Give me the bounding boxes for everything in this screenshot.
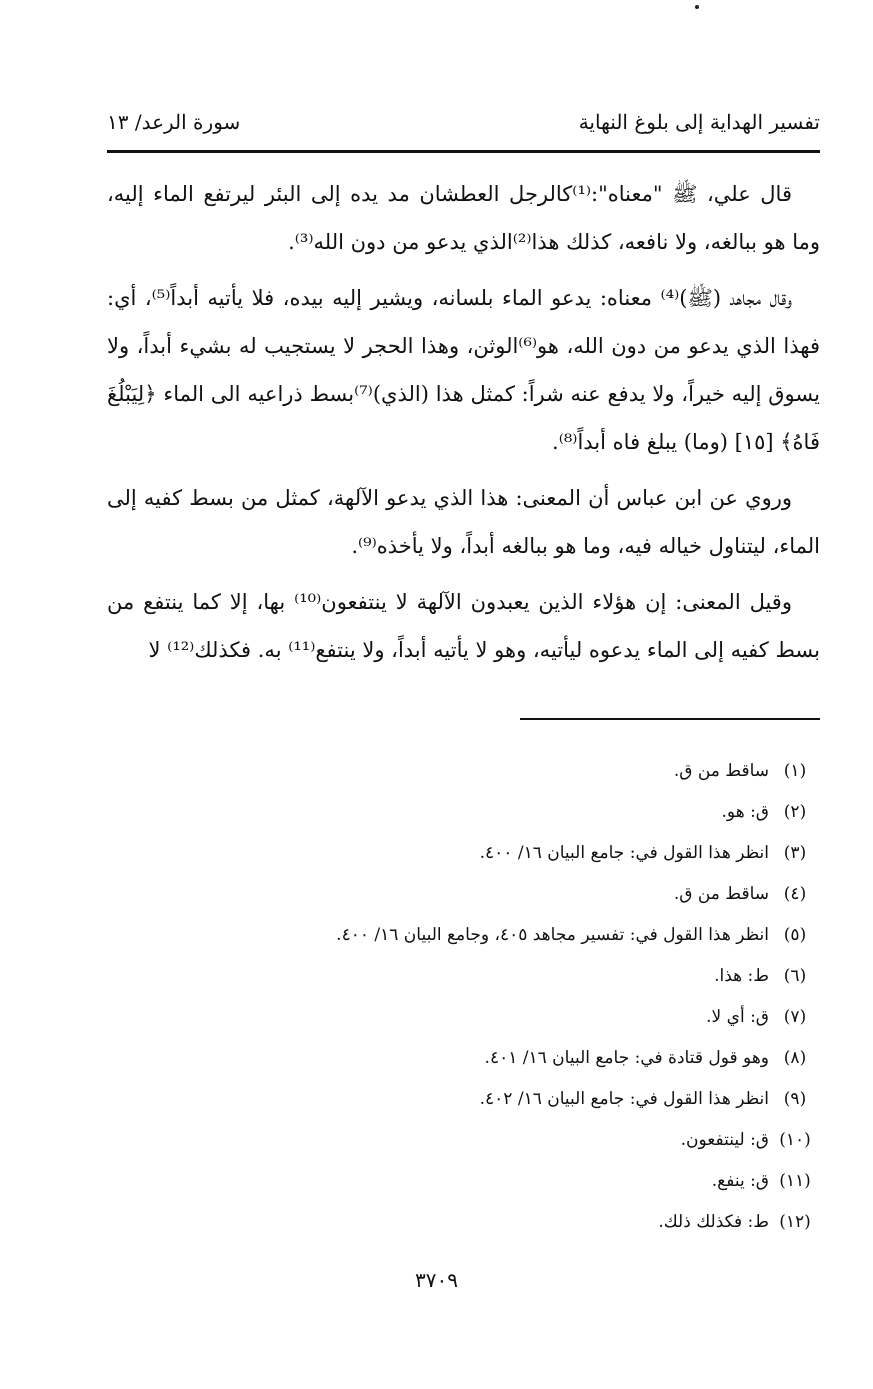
- footnote-number: (٦): [783, 966, 807, 986]
- running-header: [107, 110, 820, 148]
- footnote-5: [181, 920, 821, 961]
- footnote-text: انظر هذا القول في: جامع البيان ١٦/ ٤٠٢.: [479, 1089, 769, 1109]
- main-text: [107, 170, 820, 682]
- footnote-number: (٥): [783, 925, 807, 945]
- paragraph-3: وروي عن ابن عباس أن المعنى: هذا الذي يدعو الآلهة، كمثل من بسط كفيه إلى الماء، ليتناول خياله فيه، وما هو ببالغه أبداً، ولا يأخذه⁽⁹⁾.: [107, 486, 820, 558]
- footnote-text: ط: هذا.: [714, 966, 769, 986]
- footnote-number: (٢): [783, 802, 807, 822]
- footnote-text: انظر هذا القول في: تفسير مجاهد ٤٠٥، وجامع البيان ١٦/ ٤٠٠.: [336, 925, 769, 945]
- surah-title: سورة الرعد/ ١٣: [107, 110, 241, 134]
- footnotes: [181, 756, 821, 1248]
- footnote-number: (٨): [783, 1048, 807, 1068]
- footnote-8: [181, 1043, 821, 1084]
- paragraph-1: قال علي، ﷺ "معناه":⁽¹⁾كالرجل العطشان مد يده إلى البئر ليرتفع الماء إليه، وما هو ببالغه، ولا نافعه، كذلك هذا⁽²⁾الذي يدعو من دون الله⁽³⁾.: [107, 182, 820, 254]
- footnote-text: ساقط من ق.: [673, 761, 769, 781]
- footnote-text: ق: أي لا.: [706, 1007, 769, 1027]
- footnote-4: [181, 879, 821, 920]
- footnote-text: ق: ينفع.: [711, 1171, 769, 1191]
- footnote-2: [181, 797, 821, 838]
- footnote-number: (٩): [783, 1089, 807, 1109]
- footnote-7: [181, 1002, 821, 1043]
- footnote-text: ساقط من ق.: [673, 884, 769, 904]
- header-rule: [107, 150, 820, 153]
- footnote-number: (١١): [779, 1171, 811, 1191]
- book-title: تفسير الهداية إلى بلوغ النهاية: [578, 110, 820, 134]
- paragraph-2: وقال مجاهد (ﷺ)⁽⁴⁾ معناه: يدعو الماء بلسانه، ويشير إليه بيده، فلا يأتيه أبداً⁽⁵⁾، أي: فهذا الذي يدعو من دون الله، هو⁽⁶⁾الوثن، وهذا الحجر لا يستجيب له بشيء أبداً، ولا يسوق إليه خيراً، ولا يدفع عنه شراً: كمثل هذا (الذي)⁽⁷⁾بسط ذراعيه الى الماء ﴿لِيَبْلُغَ فَاهُ﴾ [١٥] (وما) يبلغ فاه أبداً⁽⁸⁾.: [107, 286, 820, 454]
- footnote-number: (٣): [783, 843, 807, 863]
- footnote-text: وهو قول قتادة في: جامع البيان ١٦/ ٤٠١.: [484, 1048, 769, 1068]
- footnote-10: [181, 1125, 821, 1166]
- footnote-number: (١٢): [779, 1212, 811, 1232]
- footnote-number: (١٠): [779, 1130, 811, 1150]
- footnote-text: ق: لينتفعون.: [680, 1130, 769, 1150]
- footnote-number: (١): [783, 761, 807, 781]
- footnote-number: (٤): [783, 884, 807, 904]
- paragraph-4: وقيل المعنى: إن هؤلاء الذين يعبدون الآلهة لا ينتفعون⁽¹⁰⁾ بها، إلا كما ينتفع من بسط كفيه إلى الماء يدعوه ليأتيه، وهو لا يأتيه أبداً، ولا ينتفع⁽¹¹⁾ به. فكذلك⁽¹²⁾ لا: [107, 590, 820, 662]
- footnote-6: [181, 961, 821, 1002]
- footnote-text: ق: هو.: [721, 802, 769, 822]
- scan-speck: [695, 5, 699, 9]
- page-number: ٣٧٠٩: [415, 1268, 458, 1292]
- footnote-text: ط: فكذلك ذلك.: [658, 1212, 769, 1232]
- footnote-rule: [520, 718, 820, 720]
- footnote-number: (٧): [783, 1007, 807, 1027]
- footnote-11: [181, 1166, 821, 1207]
- footnote-3: [181, 838, 821, 879]
- footnote-1: [181, 756, 821, 797]
- footnote-12: [181, 1207, 821, 1248]
- footnote-9: [181, 1084, 821, 1125]
- footnote-text: انظر هذا القول في: جامع البيان ١٦/ ٤٠٠.: [479, 843, 769, 863]
